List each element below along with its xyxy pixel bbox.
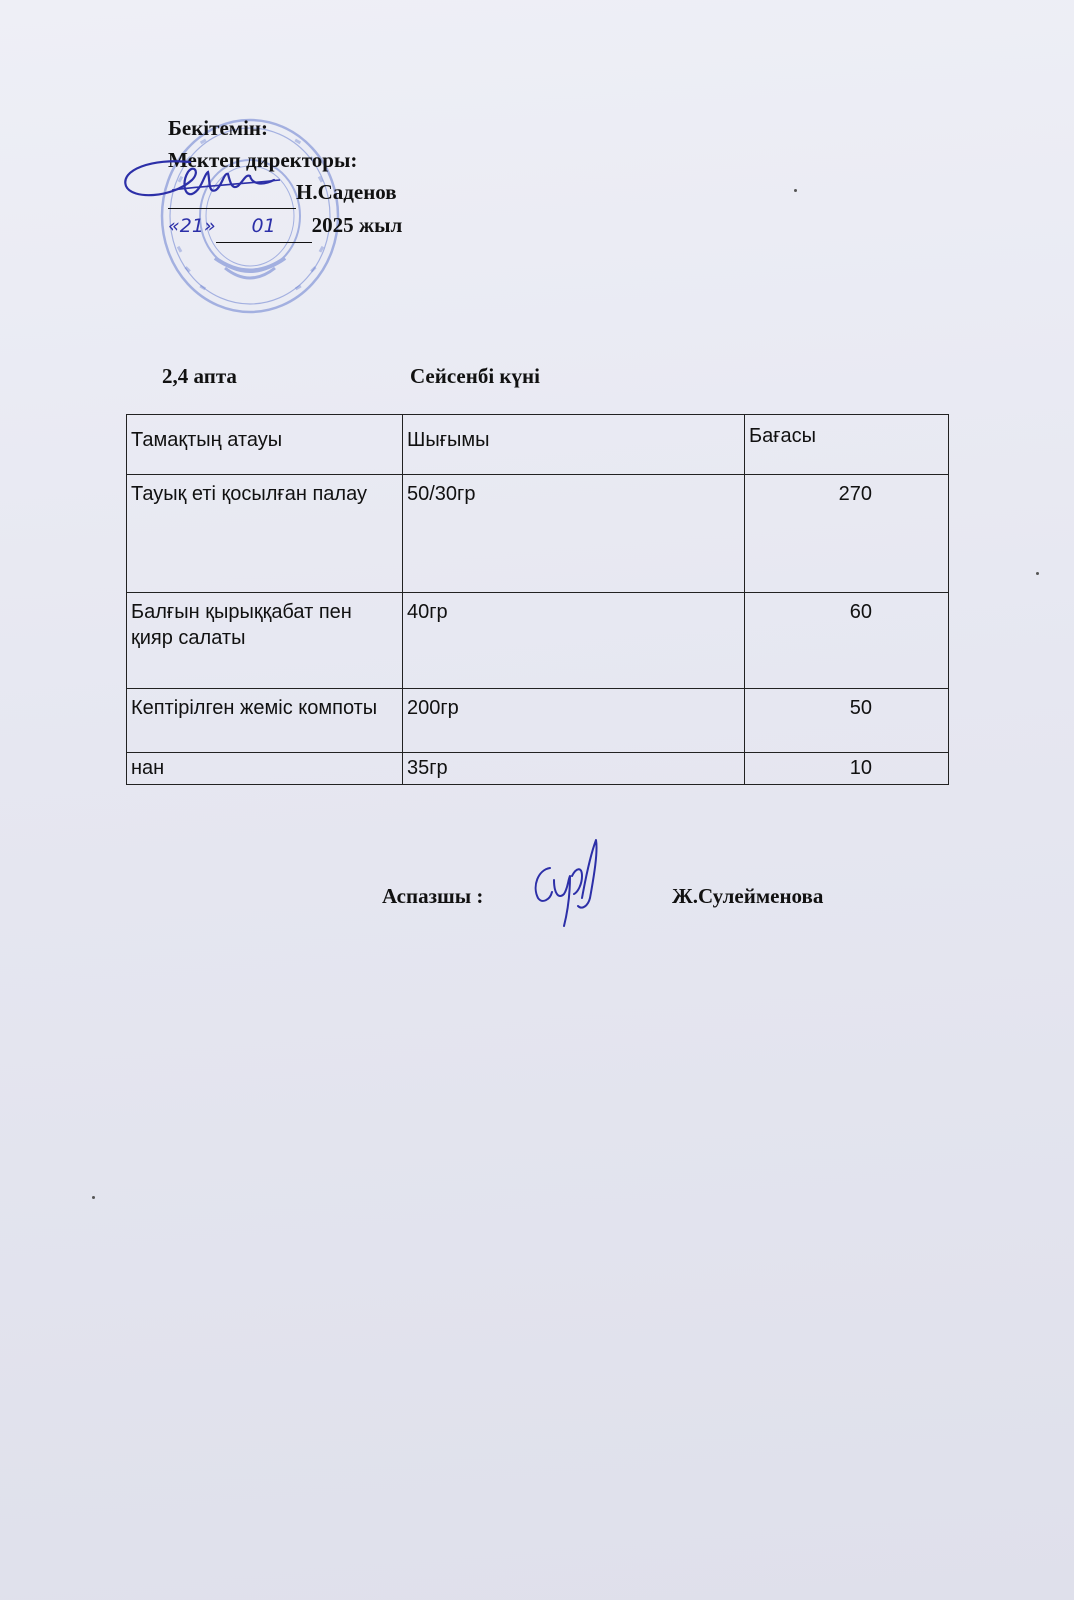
paper-speck (794, 189, 797, 192)
cook-name: Ж.Сулейменова (672, 884, 824, 908)
dish-name: Кептірілген жеміс компоты (127, 689, 403, 753)
menu-table (126, 414, 949, 785)
dish-name: Балғын қырыққабат пен қияр салаты (127, 593, 403, 689)
approved-label: Бекітемін: (168, 116, 269, 140)
paper-speck (92, 1196, 95, 1199)
week-label: 2,4 апта (162, 364, 237, 388)
dish-portion: 200гр (403, 689, 745, 753)
date-month: 01 (251, 215, 276, 237)
cook-label: Аспазшы : (382, 884, 484, 908)
table-row (127, 753, 949, 785)
column-header-name: Тамақтың атауы (127, 415, 403, 475)
table-row (127, 475, 949, 593)
date-year: 2025 жыл (311, 213, 403, 237)
dish-portion: 50/30гр (403, 475, 745, 593)
dish-price: 50 (745, 689, 949, 753)
dish-portion: 40гр (403, 593, 745, 689)
paper-speck (1036, 572, 1039, 575)
dish-price: 60 (745, 593, 949, 689)
director-name: Н.Саденов (296, 180, 397, 204)
table-header-row (127, 415, 949, 475)
table-row (127, 593, 949, 689)
column-header-portion: Шығымы (403, 415, 745, 475)
dish-portion: 35гр (403, 753, 745, 785)
director-label: Мектеп директоры: (168, 148, 358, 172)
date-day: «21» (168, 215, 216, 237)
dish-name: Тауық еті қосылған палау (127, 475, 403, 593)
column-header-price: Бағасы (745, 415, 949, 475)
day-label: Сейсенбі күні (410, 364, 540, 388)
dish-price: 10 (745, 753, 949, 785)
dish-name: нан (127, 753, 403, 785)
cook-signature (520, 836, 620, 946)
director-signature (112, 150, 312, 220)
table-row (127, 689, 949, 753)
dish-price: 270 (745, 475, 949, 593)
